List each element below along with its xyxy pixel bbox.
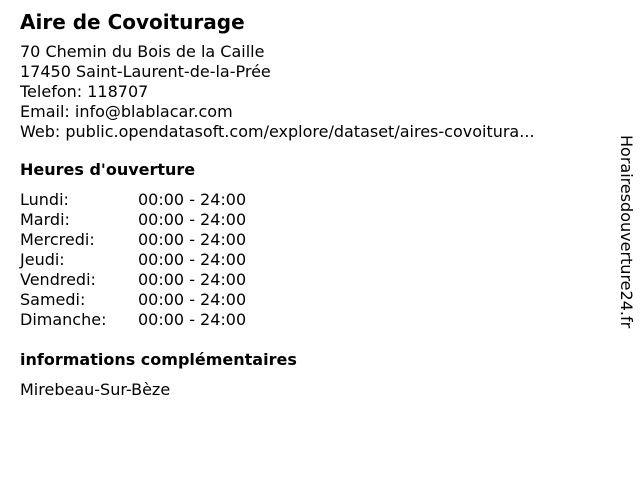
hours-value: 00:00 - 24:00 [138,310,247,329]
email-line: Email: info@blablacar.com [20,102,233,121]
day-label: Mercredi: [20,230,95,249]
hours-row [20,230,600,250]
phone-line: Telefon: 118707 [20,82,149,101]
hours-row [20,190,600,210]
hours-value: 00:00 - 24:00 [138,210,247,229]
info-heading: informations complémentaires [20,350,297,369]
hours-value: 00:00 - 24:00 [138,230,247,249]
city-address: 17450 Saint-Laurent-de-la-Prée [20,62,271,81]
hours-row [20,250,600,270]
day-label: Vendredi: [20,270,96,289]
address-block [20,42,600,142]
hours-value: 00:00 - 24:00 [138,270,247,289]
hours-row [20,210,600,230]
hours-table [20,190,600,330]
hours-value: 00:00 - 24:00 [138,190,247,209]
place-card [20,10,600,400]
place-title: Aire de Covoiturage [20,10,245,34]
hours-row [20,270,600,290]
hours-value: 00:00 - 24:00 [138,250,247,269]
day-label: Jeudi: [20,250,65,269]
site-watermark: Horairesdouverture24.fr [617,135,636,329]
info-text: Mirebeau-Sur-Bèze [20,380,171,399]
day-label: Lundi: [20,190,69,209]
hours-row [20,310,600,330]
day-label: Mardi: [20,210,70,229]
day-label: Dimanche: [20,310,107,329]
hours-value: 00:00 - 24:00 [138,290,247,309]
street-address: 70 Chemin du Bois de la Caille [20,42,265,61]
web-line: Web: public.opendatasoft.com/explore/dataset/aires-covoitura... [20,122,535,141]
day-label: Samedi: [20,290,86,309]
hours-row [20,290,600,310]
hours-heading: Heures d'ouverture [20,160,196,179]
